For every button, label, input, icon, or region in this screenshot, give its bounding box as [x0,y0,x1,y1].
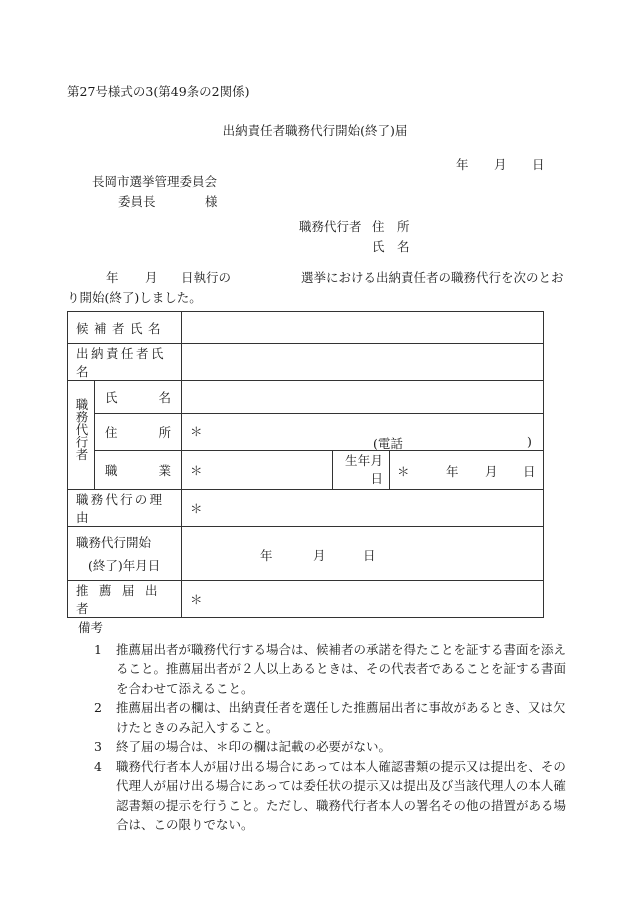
form-title: 出納責任者職務代行開始(終了)届 [222,123,408,138]
start-date-label-bottom: (終了)年月日 [88,557,161,573]
agent-address-label: 住 所 [372,219,410,234]
birthdate-label-top: 生 年 月 [345,453,383,468]
start-date-label-top: 職務代行開始 [76,534,152,550]
candidate-name-field[interactable] [182,312,544,344]
agent-name-field[interactable] [182,381,544,414]
birth-year: 年 [446,464,459,479]
row-agent-name [68,381,544,414]
treasurer-name-field[interactable] [182,344,544,381]
occupation-field[interactable]: ＊ [182,451,333,490]
body-year: 年 [106,270,119,285]
treasurer-name-label: 出納責任者氏名 [68,344,182,381]
body-month: 月 [145,270,158,285]
row-treasurer [68,344,544,381]
address-asterisk: ＊ [190,424,203,439]
start-date-label [68,527,182,581]
row-reason [68,490,544,527]
candidate-name-label: 候補者氏名 [68,312,182,344]
birthdate-label-cell [333,451,390,490]
agent-name-label: 氏 名 [372,239,410,254]
notes-heading: 備考 [78,620,104,635]
birth-month: 月 [485,464,498,479]
body-line2: り開始(終了)しました。 [67,290,202,305]
row-start-date [68,527,544,581]
agent-address-label-cell: 住 所 [95,414,182,451]
body-day-exec: 日執行の [181,270,232,285]
start-day: 日 [363,548,376,563]
date-year: 年 [456,157,469,172]
date-month: 月 [494,157,507,172]
phone-label: (電話 [373,436,403,451]
row-candidate [68,312,544,344]
birth-day: 日 [523,464,536,479]
row-agent-occupation [68,451,544,490]
recommender-label: 推薦届出者 [68,581,182,618]
start-date-field[interactable] [182,527,544,581]
notes-section [78,618,568,835]
start-month: 月 [313,548,326,563]
agent-address-field[interactable] [182,414,544,451]
note-item: 1 推薦届出者が職務代行する場合は、候補者の承諾を得たことを証する書面を添えること。推薦届出者が２人以上あるときは、その代表者であることを証する書面を合わせて添えること。 [94,641,567,696]
reason-label: 職務代行の理由 [68,490,182,527]
note-item: 4 職務代行者本人が届け出る場合にあっては本人確認書類の提示又は提出を、その代理人が届け出る場合にあっては委任状の提示又は提出及び当該代理人の本人確認書類の提示を行うこと。ただし、職務代行者本人の署名その他の措置がある場合は、この限りでない。 [94,758,567,832]
occupation-label-cell: 職 業 [95,451,182,490]
phone-close: ) [527,434,532,449]
honorific: 様 [205,194,218,209]
row-recommender [68,581,544,618]
date-day: 日 [532,157,545,172]
agent-group-label: 職務代行者 [68,381,95,490]
recommender-field[interactable]: ＊ [182,581,544,618]
addressee-committee: 長岡市選挙管理委員会 [92,174,218,189]
start-year: 年 [260,548,273,563]
reason-field[interactable]: ＊ [182,490,544,527]
birthdate-asterisk: ＊ [397,464,410,479]
note-item: 3 終了届の場合は、＊印の欄は記載の必要がない。 [94,739,392,754]
notification-form-table [67,311,544,618]
birthdate-label-bottom: 日 [370,471,384,486]
note-item: 2 推薦届出者の欄は、出納責任者を選任した推薦届出者に事故があるとき、又は欠けたときのみ記入すること。 [94,700,566,735]
form-number: 第27号様式の3(第49条の2関係) [67,84,250,99]
body-line1: 選挙における出納責任者の職務代行を次のとお [301,270,564,285]
birthdate-field[interactable] [390,451,544,490]
row-agent-address [68,414,544,451]
agent-name-label-cell: 氏 名 [95,381,182,414]
agent-label: 職務代行者 [299,219,362,234]
addressee-chair: 委員長 [118,194,156,209]
